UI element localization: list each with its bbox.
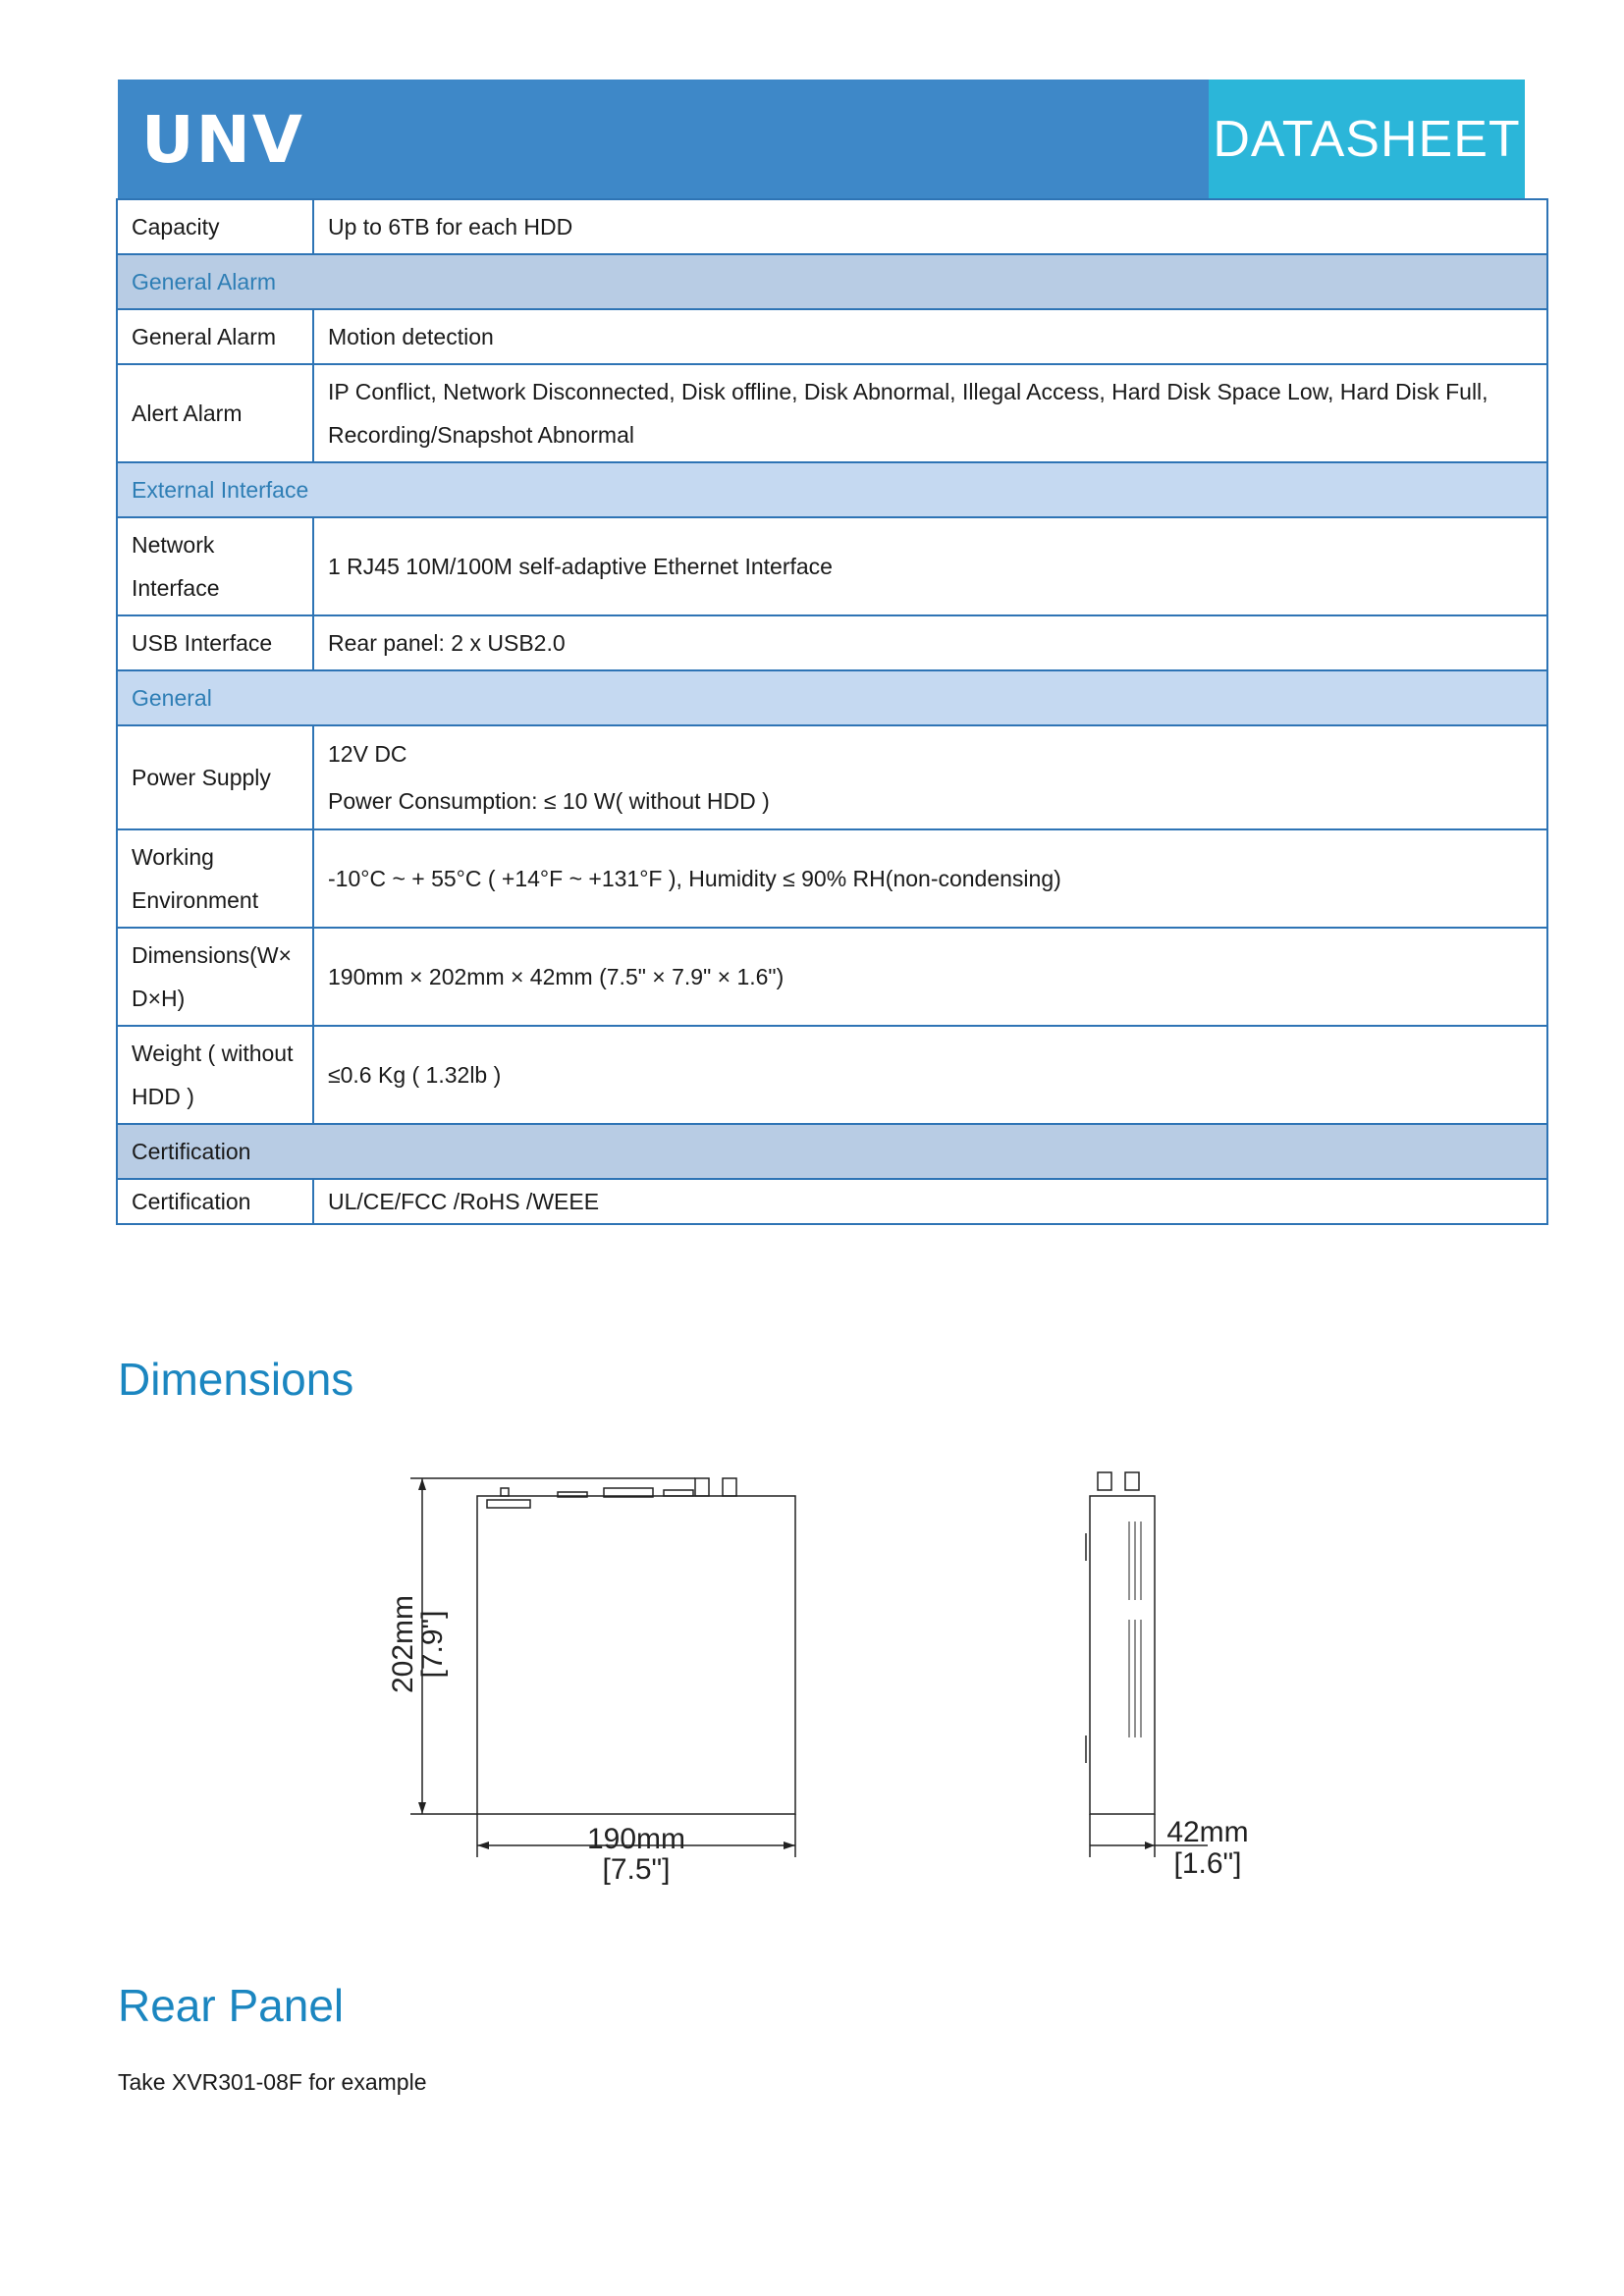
row-label: Capacity <box>117 199 313 254</box>
table-row <box>117 1026 1547 1124</box>
section-title: General Alarm <box>117 254 1547 309</box>
datasheet-tag <box>1209 80 1525 198</box>
row-label: Working Environment <box>117 829 313 928</box>
row-value <box>313 364 1547 462</box>
hdmi-port <box>487 1500 530 1508</box>
table-row <box>117 1179 1547 1224</box>
row-label: Alert Alarm <box>117 364 313 462</box>
table-row <box>117 615 1547 670</box>
table-row <box>117 364 1547 462</box>
dimensions-heading: Dimensions <box>118 1354 354 1405</box>
row-value: UL/CE/FCC /RoHS /WEEE <box>313 1179 1547 1224</box>
row-label: Dimensions(W×D×H) <box>117 928 313 1026</box>
height-mm-label: 42mm <box>1166 1816 1249 1848</box>
row-value: Motion detection <box>313 309 1547 364</box>
row-label: Certification <box>117 1179 313 1224</box>
row-label: Power Supply <box>117 725 313 829</box>
rear-panel-heading: Rear Panel <box>118 1980 345 2031</box>
row-value: ≤0.6 Kg ( 1.32lb ) <box>313 1026 1547 1124</box>
section-row <box>117 254 1547 309</box>
value-line: 12V DC <box>328 741 407 767</box>
spec-table <box>116 198 1548 1225</box>
row-value <box>313 725 1547 829</box>
section-title: Certification <box>117 1124 1547 1179</box>
section-title: External Interface <box>117 462 1547 517</box>
row-label: USB Interface <box>117 615 313 670</box>
row-label: General Alarm <box>117 309 313 364</box>
datasheet-label: DATASHEET <box>1213 110 1521 168</box>
value-line: Power Consumption: ≤ 10 W( without HDD ) <box>328 788 770 814</box>
height-in-label: [1.6"] <box>1173 1847 1242 1880</box>
rear-panel-note: Take XVR301-08F for example <box>118 2069 427 2095</box>
header-banner <box>118 80 1525 198</box>
top-view-drawing <box>383 1453 815 1904</box>
value-line: Recording/Snapshot Abnormal <box>328 422 634 448</box>
section-title: General <box>117 670 1547 725</box>
depth-mm-label: 202mm <box>387 1594 419 1694</box>
table-row <box>117 199 1547 254</box>
table-row <box>117 309 1547 364</box>
side-view-drawing <box>1070 1453 1267 1904</box>
row-value: -10°C ~ + 55°C ( +14°F ~ +131°F ), Humidity ≤ 90% RH(non-condensing) <box>313 829 1547 928</box>
depth-in-label: [7.9"] <box>416 1610 449 1679</box>
row-value: 190mm × 202mm × 42mm (7.5" × 7.9" × 1.6") <box>313 928 1547 1026</box>
unv-logo <box>141 101 304 180</box>
table-row <box>117 517 1547 615</box>
value-line: IP Conflict, Network Disconnected, Disk offline, Disk Abnormal, Illegal Access, Hard Disk Space Low, Hard Disk Full, <box>328 379 1489 404</box>
section-row <box>117 670 1547 725</box>
row-value: Rear panel: 2 x USB2.0 <box>313 615 1547 670</box>
table-row <box>117 928 1547 1026</box>
device-body-outline <box>477 1496 795 1814</box>
section-row <box>117 1124 1547 1179</box>
side-body-outline <box>1090 1496 1155 1814</box>
width-in-label: [7.5"] <box>602 1853 671 1886</box>
table-row <box>117 829 1547 928</box>
section-row <box>117 462 1547 517</box>
row-label: Network Interface <box>117 517 313 615</box>
row-value: Up to 6TB for each HDD <box>313 199 1547 254</box>
row-value: 1 RJ45 10M/100M self-adaptive Ethernet Interface <box>313 517 1547 615</box>
usb-port <box>695 1478 709 1496</box>
banner-main <box>118 80 1209 198</box>
table-row <box>117 725 1547 829</box>
usb-port <box>723 1478 736 1496</box>
logo-text: UNV <box>141 102 304 178</box>
row-label: Weight ( without HDD ) <box>117 1026 313 1124</box>
width-mm-label: 190mm <box>586 1823 686 1855</box>
